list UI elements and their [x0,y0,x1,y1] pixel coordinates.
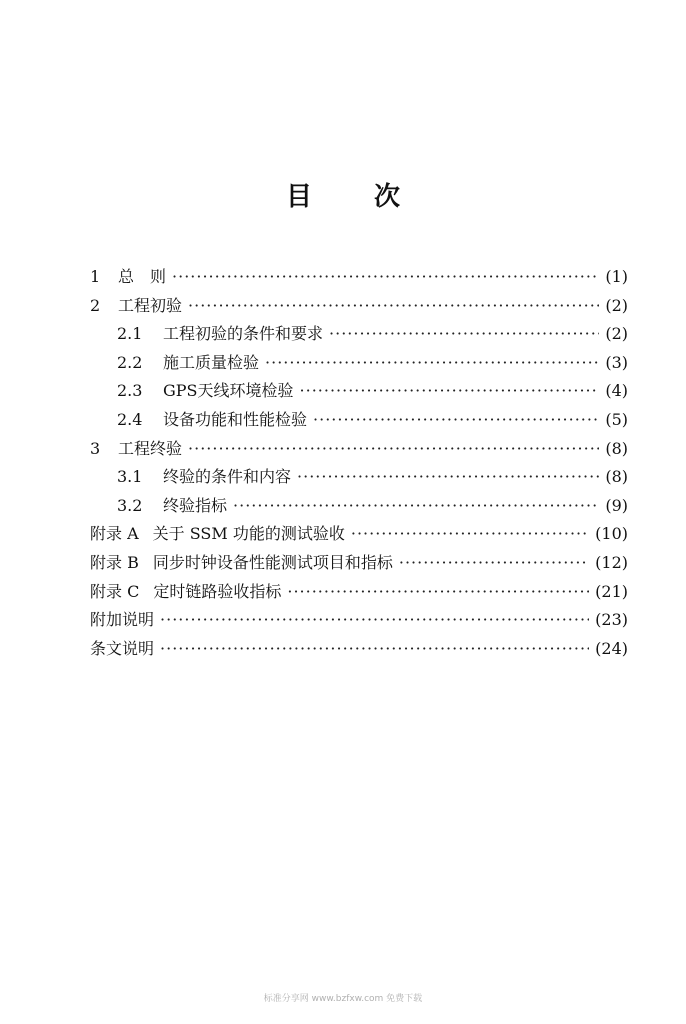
toc-entry-title: GPS天线环境检验 [163,381,294,401]
dot-leader [313,410,599,429]
toc-entry-number: 2.3 [117,381,143,401]
toc-entry-title: 工程终验 [118,438,183,458]
toc-entry-page: (23) [595,610,628,630]
toc-entry-title: 施工质量检验 [163,352,260,372]
toc-entry-page: (8) [605,438,628,458]
toc-entry-title: 终验指标 [163,495,228,515]
toc-entry-title: 条文说明 [90,638,155,658]
toc-entry[interactable] [90,436,628,465]
dot-leader [160,610,589,629]
toc-entry-page: (9) [605,495,628,515]
toc-entry-title: 终验的条件和内容 [163,467,292,487]
toc-entry[interactable] [90,350,628,379]
toc-entry-title: 定时链路验收指标 [153,581,282,601]
dot-leader [297,467,599,486]
toc-entry[interactable] [90,264,628,293]
dot-leader [172,267,599,286]
watermark-footer: 标准分享网 www.bzfxw.com 免费下载 [263,994,423,1004]
toc-entry[interactable] [90,579,628,608]
toc-entry[interactable] [90,493,628,522]
dot-leader [287,582,589,601]
toc-entry-page: (2) [605,324,628,344]
dot-leader [399,553,589,572]
dot-leader [233,496,599,515]
table-of-contents [90,264,628,664]
toc-entry-page: (21) [595,581,628,601]
dot-leader [351,524,589,543]
toc-entry-page: (12) [595,552,628,572]
toc-entry[interactable] [90,464,628,493]
dot-leader [188,296,599,315]
toc-entry[interactable] [90,607,628,636]
toc-entry-page: (1) [605,267,628,286]
title-char-2: 次 [374,182,401,212]
toc-entry-number: 2.1 [117,324,143,344]
toc-entry[interactable] [90,521,628,550]
toc-entry[interactable] [90,636,628,665]
toc-entry-title: 同步时钟设备性能测试项目和指标 [152,552,393,572]
toc-entry-title: 工程初验 [118,295,183,315]
toc-entry-page: (2) [605,295,628,315]
page-title [0,176,686,213]
toc-entry-title: 关于 SSM 功能的测试验收 [152,524,345,544]
toc-entry-number: 3.2 [117,495,143,515]
toc-entry-number: 附录 A [90,524,139,544]
toc-entry-page: (5) [605,409,628,429]
toc-entry-title: 设备功能和性能检验 [163,409,308,429]
toc-entry-title: 附加说明 [90,610,155,630]
toc-entry-number: 3.1 [117,467,143,487]
toc-entry-page: (8) [605,467,628,487]
toc-entry-page: (3) [605,352,628,372]
toc-entry-title: 工程初验的条件和要求 [163,324,324,344]
toc-entry-number: 3 [90,438,101,458]
dot-leader [188,439,599,458]
toc-entry[interactable] [90,407,628,436]
toc-entry-page: (10) [595,524,628,544]
dot-leader [160,639,589,658]
toc-entry[interactable] [90,550,628,579]
toc-entry[interactable] [90,378,628,407]
toc-entry-number: 附录 B [90,552,139,572]
toc-entry-number: 2.2 [117,352,143,372]
toc-entry[interactable] [90,321,628,350]
toc-entry-title: 总 则 [118,267,167,286]
toc-entry-number: 2.4 [117,409,143,429]
toc-entry[interactable] [90,293,628,322]
toc-entry-page: (24) [595,638,628,658]
toc-entry-number: 1 [90,267,101,286]
dot-leader [329,324,599,343]
dot-leader [300,381,600,400]
title-char-1: 目 [285,182,312,212]
toc-entry-number: 附录 C [90,581,140,601]
toc-entry-page: (4) [605,381,628,401]
toc-entry-number: 2 [90,295,101,315]
dot-leader [265,353,599,372]
